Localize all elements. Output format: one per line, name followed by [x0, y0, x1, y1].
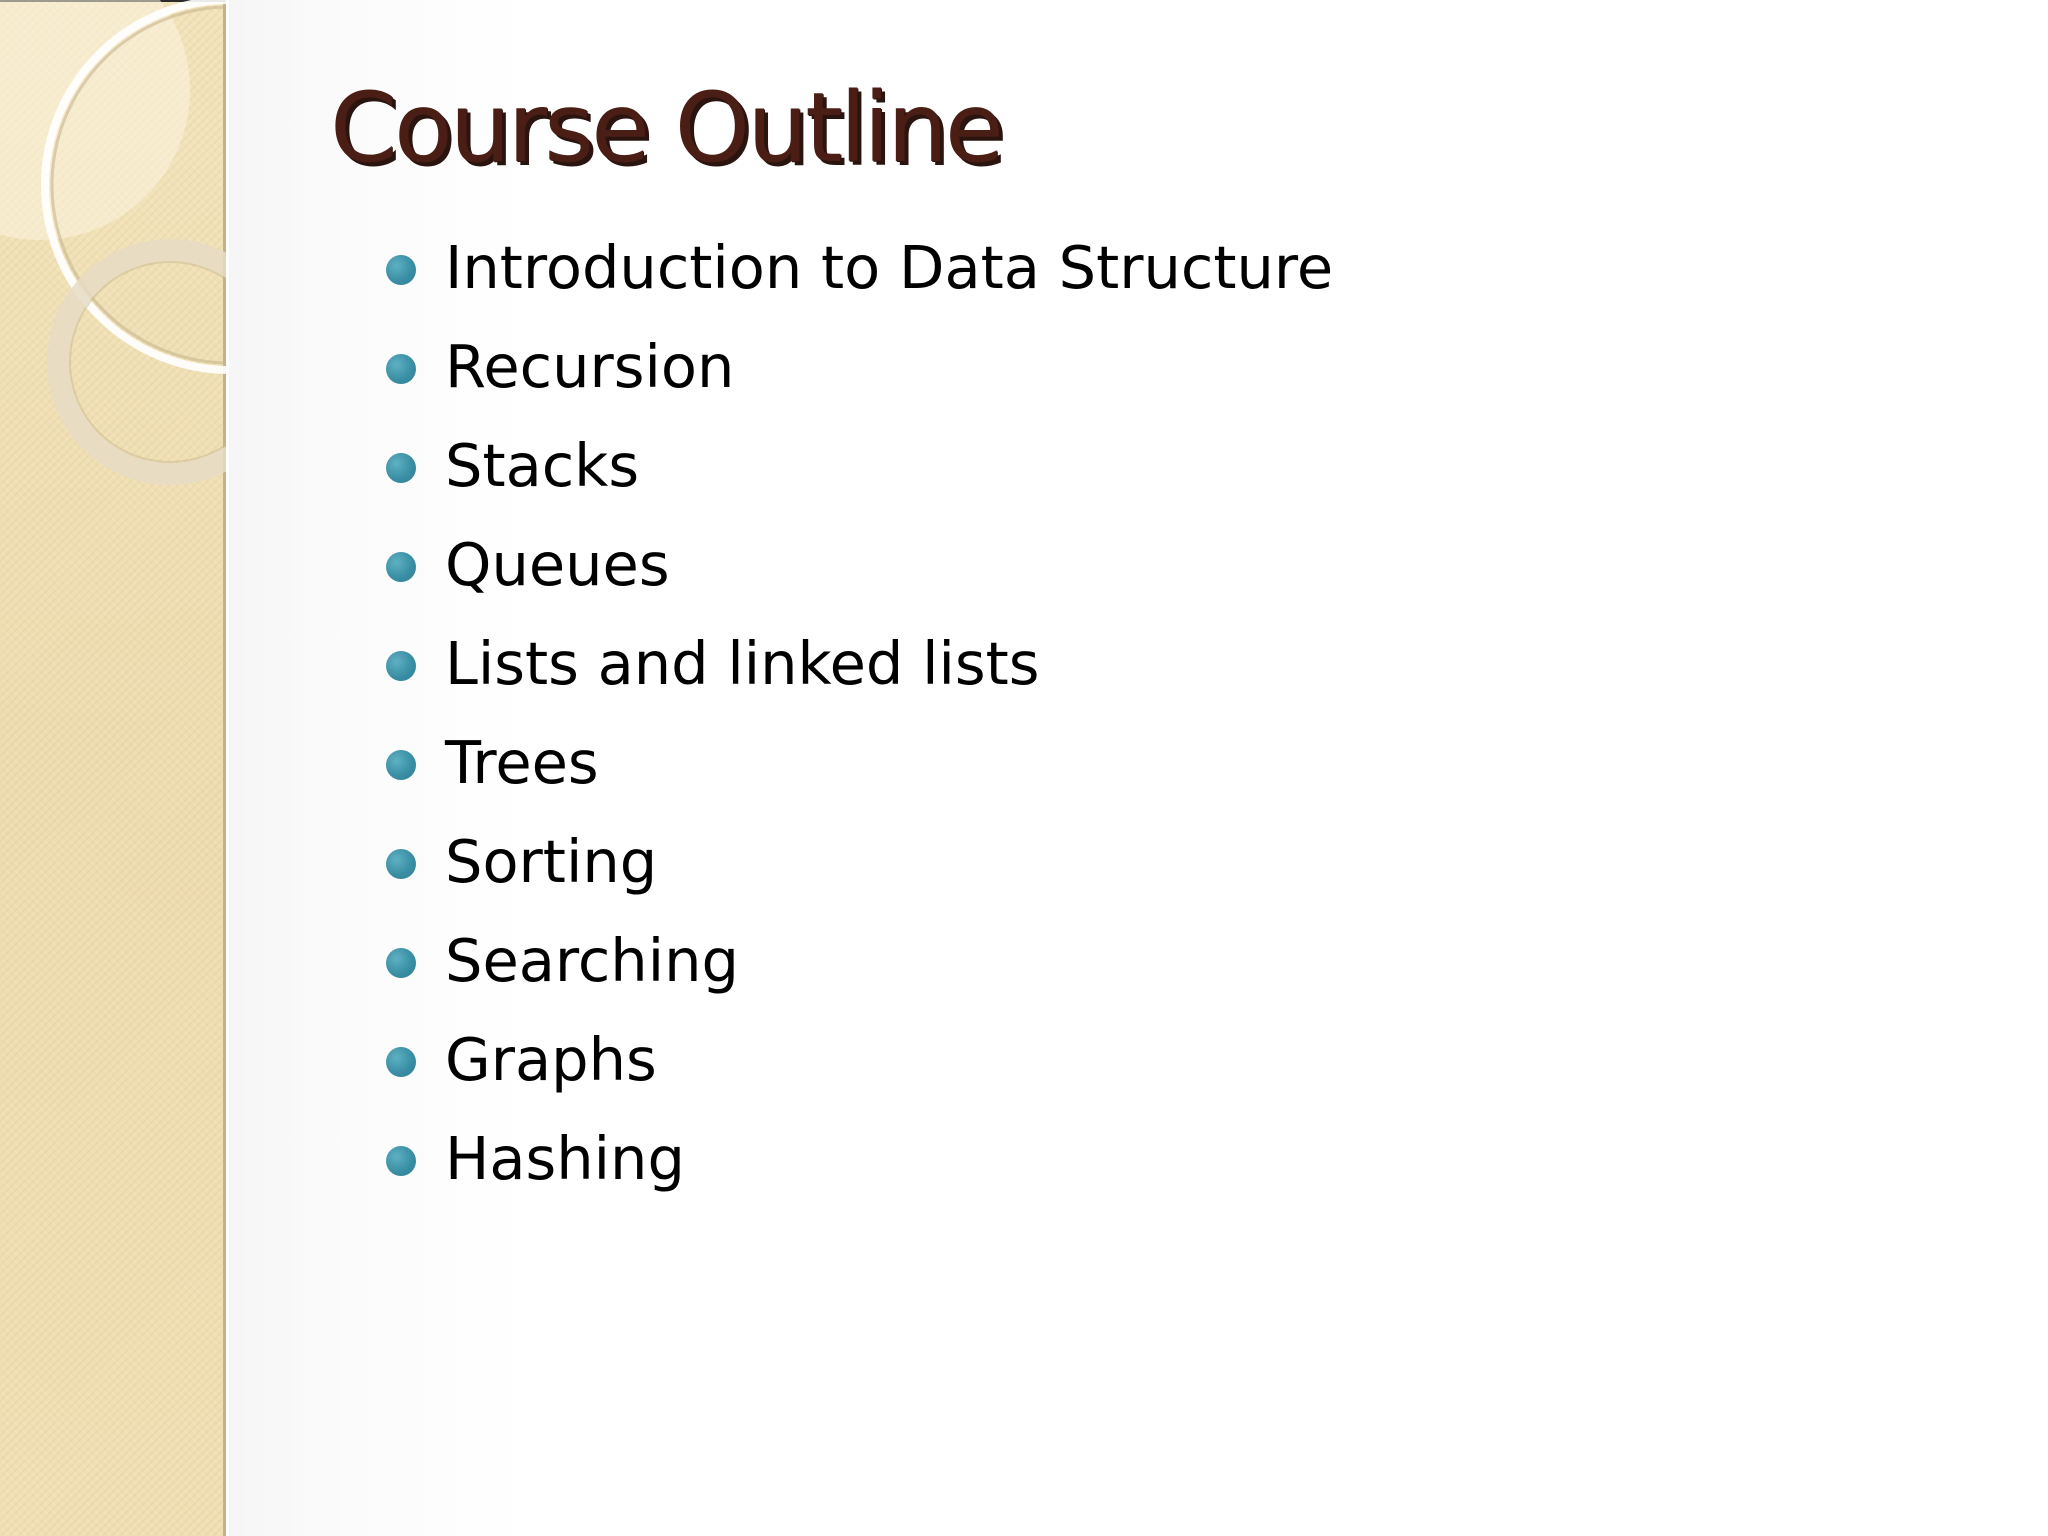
list-item-label: Searching [445, 926, 739, 995]
bullet-dot-icon [386, 651, 416, 681]
bullet-dot-icon [386, 354, 416, 384]
decorative-side-panel [0, 0, 226, 1536]
bullet-dot-icon [386, 552, 416, 582]
bullet-dot-icon [386, 1047, 416, 1077]
list-item-label: Hashing [445, 1124, 685, 1193]
list-item-label: Sorting [445, 827, 658, 896]
list-item-label: Graphs [445, 1025, 657, 1094]
list-item-label: Trees [445, 728, 599, 797]
list-item-label: Lists and linked lists [445, 629, 1040, 698]
slide-title: Course Outline [330, 72, 1001, 184]
decorative-rings-graphic [0, 0, 226, 520]
list-item-label: Introduction to Data Structure [445, 233, 1334, 302]
list-item-label: Stacks [445, 431, 640, 500]
list-item-label: Recursion [445, 332, 735, 401]
light-disc [0, 0, 190, 240]
bullet-dot-icon [386, 255, 416, 285]
bullet-dot-icon [386, 948, 416, 978]
bullet-dot-icon [386, 453, 416, 483]
bullet-dot-icon [386, 750, 416, 780]
bullet-dot-icon [386, 849, 416, 879]
list-item-label: Queues [445, 530, 670, 599]
bullet-dot-icon [386, 1146, 416, 1176]
